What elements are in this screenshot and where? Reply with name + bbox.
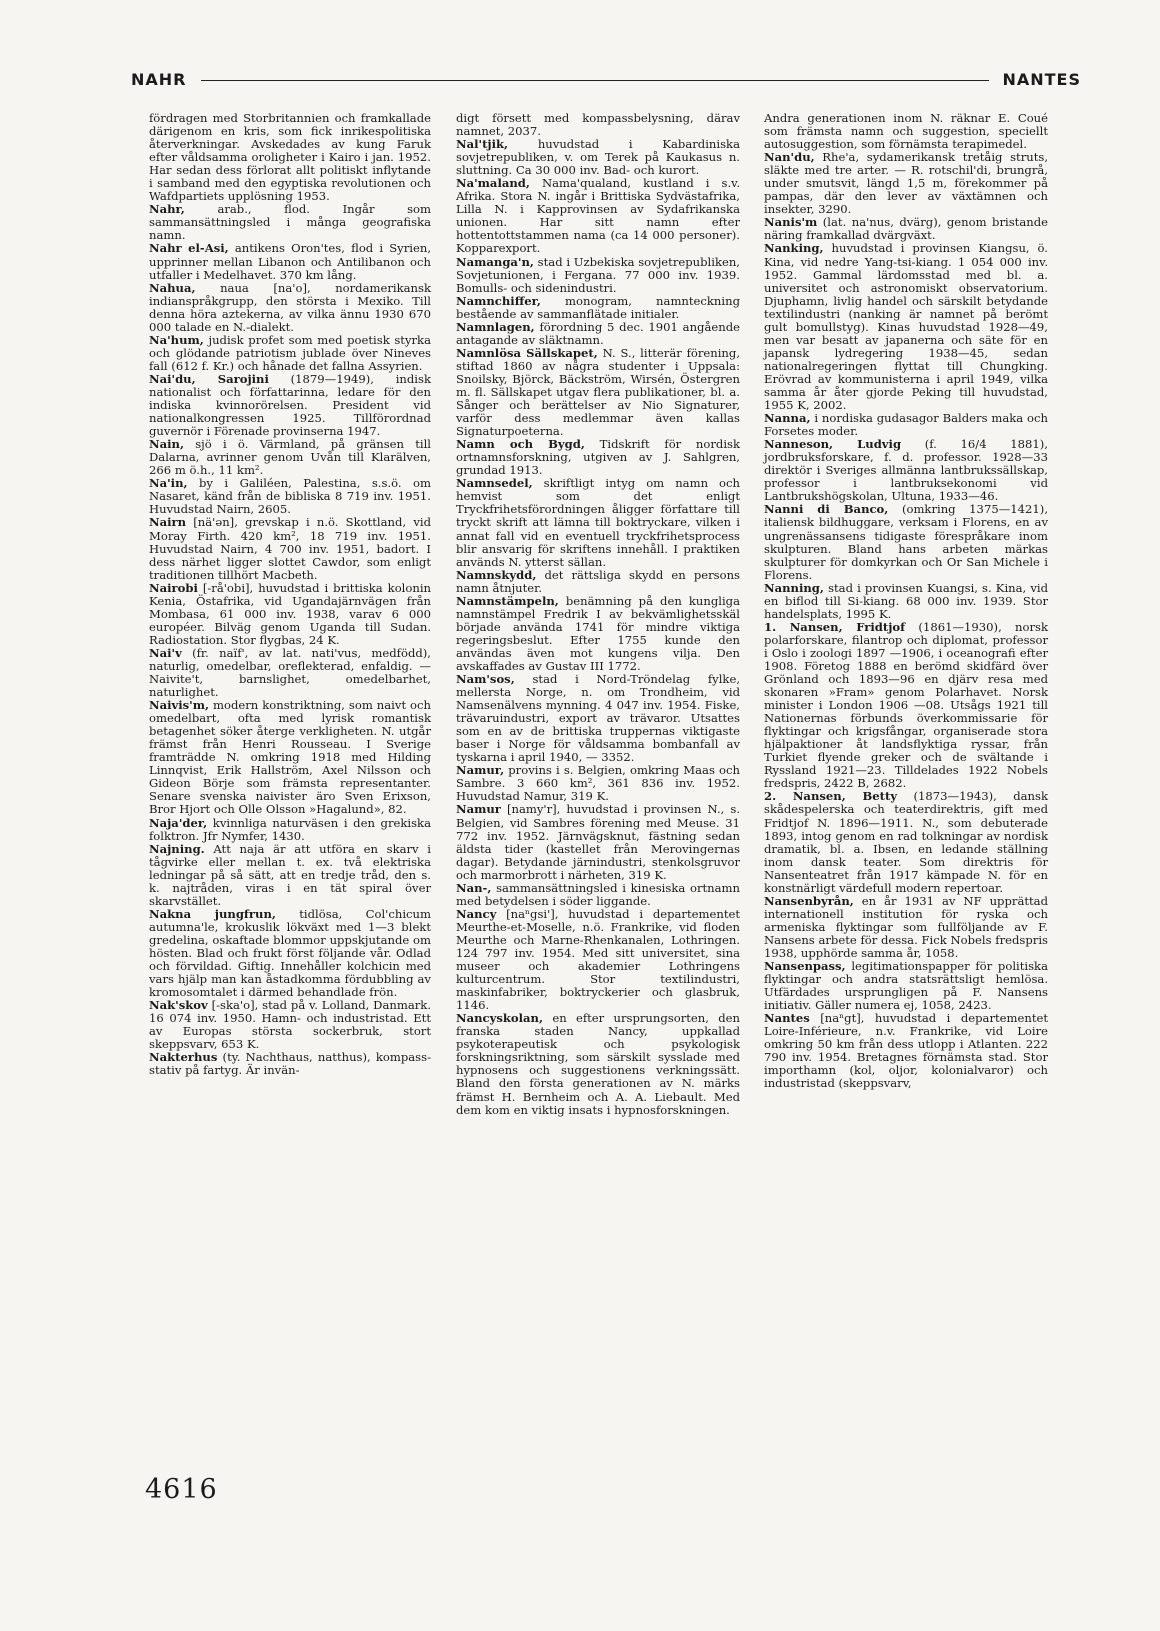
entry-headword: Namn och Bygd, <box>456 437 585 452</box>
entry-text: [namy'r], huvudstad i provinsen N., s. Belgien, vid Sambres förening med Meuse. 31 772 inv. 1952. Järnvägsknut, fästning sedan äldsta tider (kastellet från Merovingernas dagar). Betydande järnindustri, stenkolsgruvor och marmorbrott i närheten, 319 K. <box>456 802 741 882</box>
column-3 <box>764 112 1048 1091</box>
dictionary-entry <box>764 242 1048 412</box>
entry-headword: Na'maland, <box>456 176 530 191</box>
dictionary-entry <box>456 595 740 673</box>
entry-headword: Nai'v <box>149 645 182 660</box>
entry-text: [naⁿgt], huvudstad i departementet Loire-Inférieure, n.v. Frankrike, vid Loire omkring 50 km från dess utlopp i Atlanten. 222 790 inv. 1954. Bretagnes förnämsta stad. Stor importhamn (kol, oljor, kolonialvaror) och industristad (skeppsvarv, <box>764 1011 1049 1091</box>
entry-headword: Nahua, <box>149 280 196 295</box>
dictionary-entry <box>149 999 431 1051</box>
entry-text: (f. 16/4 1881), jordbruksforskare, f. d. professor. 1928—33 direktör i Sveriges allmänna lantbrukssällskap, professor i lantbruksekonomi vid Lantbrukshögskolan, Ultuna, 1933—46. <box>764 437 1048 504</box>
dictionary-entry <box>764 960 1048 1012</box>
dictionary-entry <box>149 242 431 281</box>
entry-headword: Nak'skov <box>149 998 208 1013</box>
entry-headword: Nancy <box>456 906 497 921</box>
entry-text: Nama'qualand, kustland i s.v. Afrika. Stora N. ingår i Brittiska Sydvästafrika, Lilla N. i Kapprovinsen av Sydafrikanska unionen. Har sitt namn efter hottentottstammen nama (ca 14 000 personer). Kopparexport. <box>456 176 740 256</box>
column-2 <box>456 112 740 1117</box>
entry-text: (1873—1943), dansk skådespelerska och teaterdirektris, gift med Fridtjof N. 1896—1911. N., som debuterade 1893, intog genom en rad tolkningar av nordisk dramatik, bl. a. Ibsen, en ledande ställning inom dansk teater. Som direktris för Nansenteatret från 1917 kämpade N. för en konstnärligt värdefull modern repertoar. <box>764 789 1048 895</box>
entry-text: (1879—1949), indisk nationalist och författarinna, ledare för den indiska kvinnorörelsen. President vid nationalkongressen 1925. Tillförordnad guvernör i Förenade provinserna 1947. <box>149 371 431 439</box>
entry-text: (ty. Nachthaus, natthus), kompass-stativ på fartyg. Är invän- <box>149 1050 432 1078</box>
dictionary-entry <box>456 764 740 803</box>
entry-headword: Nanneson, Ludvig <box>764 437 902 452</box>
dictionary-entry <box>456 347 740 438</box>
entry-headword: Nakterhus <box>149 1050 218 1065</box>
entry-headword: Namnlösa Sällskapet, <box>456 345 598 360</box>
entry-text: [naⁿgsi'], huvudstad i departementet Meurthe-et-Moselle, n.ö. Frankrike, vid floden Meurthe och Marne-Rhenkanalen, Lothringen. 124 797 inv. 1954. Med sitt universitet, sina museer och akademier Lothringens kulturcentrum. Stor textilindustri, maskinfabriker, boktryckerier och glasbruk, 1146. <box>456 906 740 1013</box>
entry-headword: 1. Nansen, Fridtjof <box>764 619 906 634</box>
dictionary-entry <box>764 412 1048 438</box>
entry-text: arab., flod. Ingår som sammansättningsled i många geografiska namn. <box>149 202 432 243</box>
dictionary-entry <box>764 216 1048 242</box>
entry-headword: Nai'du, Sarojini <box>149 371 269 386</box>
entry-text: en år 1931 av NF upprättad internationell institution för ryska och armeniska flyktingar som fullföljande av F. Nansens arbete för dessa. Fick Nobels fredspris 1938, upphörde samma år, 1058. <box>764 893 1049 960</box>
dictionary-entry <box>149 112 431 203</box>
entry-headword: Nal'tjik, <box>456 137 509 152</box>
entry-headword: Naivis'm, <box>149 698 210 713</box>
dictionary-entry <box>149 438 431 477</box>
entry-headword: Namnchiffer, <box>456 293 541 308</box>
entry-text: [-ska'o], stad på v. Lolland, Danmark. 16 074 inv. 1950. Hamn- och industristad. Ett av Europas största sockerbruk, stort skeppsvarv, 653 K. <box>149 998 431 1052</box>
dictionary-entry <box>456 438 740 477</box>
entry-headword: Nairobi <box>149 580 198 595</box>
entry-headword: Nan'du, <box>764 150 815 165</box>
entry-text: judisk profet som med poetisk styrka och glödande patriotism jublade över Nineves fall (612 f. Kr.) och hånade det fallna Assyrien. <box>149 332 431 373</box>
column-1 <box>149 112 431 1077</box>
entry-headword: Nanking, <box>764 241 824 256</box>
entry-text: i nordiska gudasagor Balders maka och Forsetes moder. <box>764 411 1048 439</box>
page-number: 4616 <box>145 1474 218 1505</box>
dictionary-entry <box>764 438 1048 503</box>
header-first-entry: NAHR <box>131 70 187 89</box>
dictionary-entry <box>456 882 740 908</box>
entry-headword: Nanna, <box>764 411 811 426</box>
entry-text: modern konstriktning, som naivt och omedelbart, ofta med lyrisk romantisk betagenhet söker återge verkligheten. N. utgår främst från Henri Rousseau. I Sverige framträdde N. omkring 1918 med Hilding Linnqvist, Erik Hallström, Axel Nilsson och Gideon Börje som främsta representanter. Senare svenska naivister äro Sven Erixson, Bror Hjort och Olle Olsson »Hagalund», 82. <box>149 698 431 817</box>
entry-text: det rättsliga skydd en persons namn åtnjuter. <box>456 567 740 595</box>
entry-headword: Namnskydd, <box>456 567 537 582</box>
entry-headword: 2. Nansen, Betty <box>764 789 898 804</box>
entry-text: sammansättningsled i kinesiska ortnamn med betydelsen i söder liggande. <box>456 880 740 908</box>
entry-text: [nä'ən], grevskap i n.ö. Skottland, vid Moray Firth. 420 km², 18 719 inv. 1951. Huvudstad Nairn, 4 700 inv. 1951, badort. I dess närhet ligger slottet Cawdor, som enligt traditionen tillhört Macbeth. <box>149 515 432 582</box>
entry-text: by i Galiléen, Palestina, s.s.ö. om Nasaret, känd från de bibliska 8 719 inv. 1951. Huvudstad Nairn, 2605. <box>149 476 432 517</box>
entry-headword: Namur, <box>456 763 505 778</box>
entry-text: (lat. na'nus, dvärg), genom bristande näring framkallad dvärgväxt. <box>764 215 1049 243</box>
entry-headword: Namur <box>456 802 501 817</box>
entry-headword: Nanning, <box>764 580 824 595</box>
dictionary-entry <box>149 334 431 373</box>
dictionary-entry <box>149 843 431 908</box>
entry-headword: Nansenbyrån, <box>764 893 854 908</box>
entry-headword: Nain, <box>149 437 184 452</box>
entry-headword: Nan-, <box>456 880 492 895</box>
entry-text: kvinnliga naturväsen i den grekiska folktron. Jfr Nymfer, 1430. <box>149 815 431 843</box>
entry-text: fördragen med Storbritannien och framkallade därigenom en kris, som fick inrikespolitiska återverkningar. Avskedades av kung Faruk efter våldsamma oroligheter i Kairo i jan. 1952. Har sedan dess förlorat allt politiskt inflytande i samband med den egyptiska revolutionen och Wafdpartiets upplösning 1953. <box>149 111 431 204</box>
dictionary-entry <box>764 1012 1048 1090</box>
entry-headword: Nakna jungfrun, <box>149 906 276 921</box>
entry-text: antikens Oron'tes, flod i Syrien, upprinner mellan Libanon och Antilibanon och utfaller i Medelhavet. 370 km lång. <box>149 241 432 282</box>
entry-text: legitimationspapper för politiska flyktingar och andra statsrättsligt hemlösa. Utfärdades ursprungligen på F. Nansens initiativ. Gäller numera ej, 1058, 2423. <box>764 959 1048 1013</box>
running-header <box>131 70 1081 92</box>
entry-headword: Na'hum, <box>149 332 204 347</box>
entry-text: [-rå'obi], huvudstad i brittiska kolonin Kenia, Östafrika, vid Ugandajärnvägen från Mombasa, 61 000 inv. 1938, varav 6 000 européer. Bilväg genom Uganda till Sudan. Radiostation. Stor flygbas, 24 K. <box>149 580 432 647</box>
entry-text: (fr. naïf', av lat. nati'vus, medfödd), naturlig, omedelbar, oreflekterad, enfaldig. — Naivite't, barnslighet, omedelbarhet, naturlighet. <box>149 645 431 700</box>
dictionary-entry <box>149 282 431 334</box>
entry-headword: Nanis'm <box>764 215 818 230</box>
entry-text: förordning 5 dec. 1901 angående antagande av släktnamn. <box>456 319 741 347</box>
entry-headword: Namnsedel, <box>456 476 533 491</box>
entry-text: (1861—1930), norsk polarforskare, filantrop och diplomat, professor i Oslo i zoologi 1897 —1906, i oceanografi efter 1908. Företog 1888 en berömd skidfärd över Grönland och 1893—96 en djärv resa med skonaren »Fram» genom Polarhavet. Norsk minister i London 1906 —08. Utsågs 1921 till Nationernas förbunds överkommissarie för flyktingar och krigsfångar, organiserade stora hjälpaktioner åt landsflyktiga ryssar, från Turkiet flyende greker och de svältande i Ryssland 1921—23. Tilldelades 1922 Nobels fredspris, 2422 B, 2682. <box>764 619 1048 791</box>
header-last-entry: NANTES <box>1002 70 1081 89</box>
entry-headword: Najning. <box>149 841 205 856</box>
dictionary-entry <box>764 621 1048 791</box>
dictionary-entry <box>149 373 431 438</box>
entry-headword: Nansenpass, <box>764 959 846 974</box>
dictionary-entry <box>456 569 740 595</box>
entry-text: Tidskrift för nordisk ortnamnsforskning, utgiven av J. Sahlgren, grundad 1913. <box>456 437 741 478</box>
entry-headword: Nancyskolan, <box>456 1011 544 1026</box>
dictionary-entry <box>456 177 740 255</box>
dictionary-entry <box>764 790 1048 894</box>
entry-text: stad i Uzbekiska sovjetrepubliken, Sovjetunionen, i Fergana. 77 000 inv. 1939. Bomulls- och sidenindustri. <box>456 254 740 295</box>
entry-text: N. S., litterär förening, stiftad 1860 av några studenter i Uppsala: Snoilsky, Björck, Bäckström, Wirsén, Östergren m. fl. Sällskapet utgav flera publikationer, bl. a. Sånger och berättelser av Nio Signaturer, varför dess medlemmar även kallas Signaturpoeterna. <box>456 345 740 439</box>
dictionary-entry <box>149 817 431 843</box>
entry-text: en efter ursprungsorten, den franska staden Nancy, uppkallad psykoterapeutisk och psykologisk forskningsriktning, som särskilt sysslade med hypnosens och suggestionens verkningssätt. Bland den första generationen av N. märks främst H. Bernheim och A. A. Liebault. Med dem kom en viktig insats i hypnosforskningen. <box>456 1011 741 1117</box>
entry-headword: Na'in, <box>149 476 188 491</box>
entry-headword: Nam'sos, <box>456 672 515 687</box>
entry-text: sjö i ö. Värmland, på gränsen till Dalarna, avrinner genom Uvån till Klarälven, 266 m ö.h., 11 km². <box>149 437 431 478</box>
dictionary-entry <box>764 151 1048 216</box>
entry-text: stad i provinsen Kuangsi, s. Kina, vid en biflod till Si-kiang. 68 000 inv. 1939. Stor handelsplats, 1995 K. <box>764 580 1049 621</box>
dictionary-entry <box>149 203 431 242</box>
dictionary-entry <box>149 582 431 647</box>
entry-headword: Naja'der, <box>149 815 208 830</box>
dictionary-entry <box>149 516 431 581</box>
dictionary-entry <box>456 1012 740 1116</box>
entry-text: skriftligt intyg om namn och hemvist som det enligt Tryckfrihetsförordningen åligger författare till tryckt skrift att lämna till boktryckare, vilken i annat fall vid en eventuell tryckfrihetsprocess blir ansvarig för skriftens innehåll. I praktiken används N. ytterst sällan. <box>456 476 740 569</box>
dictionary-entry <box>149 908 431 999</box>
dictionary-entry <box>149 477 431 516</box>
entry-text: monogram, namnteckning bestående av sammanflätade initialer. <box>456 293 741 321</box>
entry-text: tidlösa, Col'chicum autumna'le, krokuslik lökväxt med 1—3 blekt gredelina, oskaftade blommor uppskjutande om hösten. Blad och frukt först följande vår. Odlad och förvildad. Giftig. Innehåller kolchicin med vars hjälp man kan åstadkomma fördubbling av kromosomtalet i därmed behandlade frön. <box>149 906 431 1000</box>
entry-headword: Namanga'n, <box>456 254 534 269</box>
dictionary-entry <box>764 582 1048 621</box>
dictionary-entry <box>456 908 740 1012</box>
dictionary-entry <box>456 803 740 881</box>
dictionary-entry <box>456 673 740 764</box>
dictionary-entry <box>456 112 740 138</box>
dictionary-entry <box>764 895 1048 960</box>
dictionary-entry <box>456 138 740 177</box>
dictionary-entry <box>456 295 740 321</box>
entry-text: Att naja är att utföra en skarv i tågvirke eller mellan t. ex. två elektriska ledningar på så sätt, att en tredje tråd, den s. k. najtråden, viras i en tät spiral över skarvstället. <box>149 841 431 908</box>
entry-text: huvudstad i provinsen Kiangsu, ö. Kina, vid nedre Yang-tsi-kiang. 1 054 000 inv. 1952. Gammal lärdomsstad med bl. a. universitet och astronomiskt observatorium. Djuphamn, livlig handel och särskilt betydande textilindustri (nanking är namnet på berömt gult bomullstyg). Kinas huvudstad 1928—49, men var besatt av japanerna och säte för en japansk lydregering 1938—45, sedan nationalregeringen flyttat till Chungking. Erövrad av kommunisterna i april 1949, vilka samma år åter gjorde Peking till huvudstad, 1955 K, 2002. <box>764 241 1048 413</box>
entry-text: (omkring 1375—1421), italiensk bildhuggare, verksam i Florens, en av ungrenässansens tidigaste förespråkare inom skulpturen. Bland hans arbeten märkas skulpturer för domkyrkan och Or San Michele i Florens. <box>764 502 1048 582</box>
dictionary-entry <box>456 477 740 568</box>
dictionary-entry <box>456 321 740 347</box>
entry-headword: Namnstämpeln, <box>456 593 559 608</box>
entry-headword: Nanni di Banco, <box>764 502 889 517</box>
entry-text: benämning på den kungliga namnstämpel Fredrik I av bekvämlighetsskäl började använda 1741 för mindre viktiga regeringsbeslut. Efter 1755 kunde den användas även mot kungens vilja. Den avskaffades av Gustav III 1772. <box>456 593 740 673</box>
dictionary-entry <box>149 699 431 816</box>
header-rule <box>201 80 989 81</box>
entry-text: Rhe'a, sydamerikansk tretåig struts, släkte med tre arter. — R. rotschil'di, brungrå, under smutsvit, längd 1,5 m, förekommer på pampas, där den lever av växtämnen och insekter, 3290. <box>764 150 1048 217</box>
entry-text: naua [na'o], nordamerikansk indianspråkgrupp, den största i Mexiko. Till denna höra aztekerna, av vilka ännu 1930 670 000 talade en N.-dialekt. <box>149 280 431 334</box>
entry-text: huvudstad i Kabardiniska sovjetrepubliken, v. om Terek på Kaukasus n. sluttning. Ca 30 000 inv. Bad- och kurort. <box>456 137 740 178</box>
entry-headword: Nantes <box>764 1011 810 1026</box>
dictionary-entry <box>149 1051 431 1077</box>
entry-text: Andra generationen inom N. räknar E. Coué som främsta namn och suggestion, speciellt autosuggestion, som förnämsta terapimedel. <box>764 111 1048 152</box>
dictionary-entry <box>149 647 431 699</box>
dictionary-entry <box>456 256 740 295</box>
dictionary-entry <box>764 503 1048 581</box>
entry-text: stad i Nord-Tröndelag fylke, mellersta Norge, n. om Trondheim, vid Namsenälvens mynning. 4 047 inv. 1954. Fiske, trävaruindustri, export av trävaror. Utsattes som en av de brittiska truppernas viktigaste baser i Norge för våldsamma bombanfall av tyskarna i april 1940, — 3352. <box>456 672 741 765</box>
entry-headword: Nahr, <box>149 202 185 217</box>
entry-headword: Nahr el-Asi, <box>149 241 229 256</box>
dictionary-entry <box>764 112 1048 151</box>
entry-headword: Nairn <box>149 515 187 530</box>
entry-text: provins i s. Belgien, omkring Maas och Sambre. 3 660 km², 361 836 inv. 1952. Huvudstad Namur, 319 K. <box>456 763 740 804</box>
entry-headword: Namnlagen, <box>456 319 535 334</box>
entry-text: digt försett med kompassbelysning, därav namnet, 2037. <box>456 111 740 139</box>
